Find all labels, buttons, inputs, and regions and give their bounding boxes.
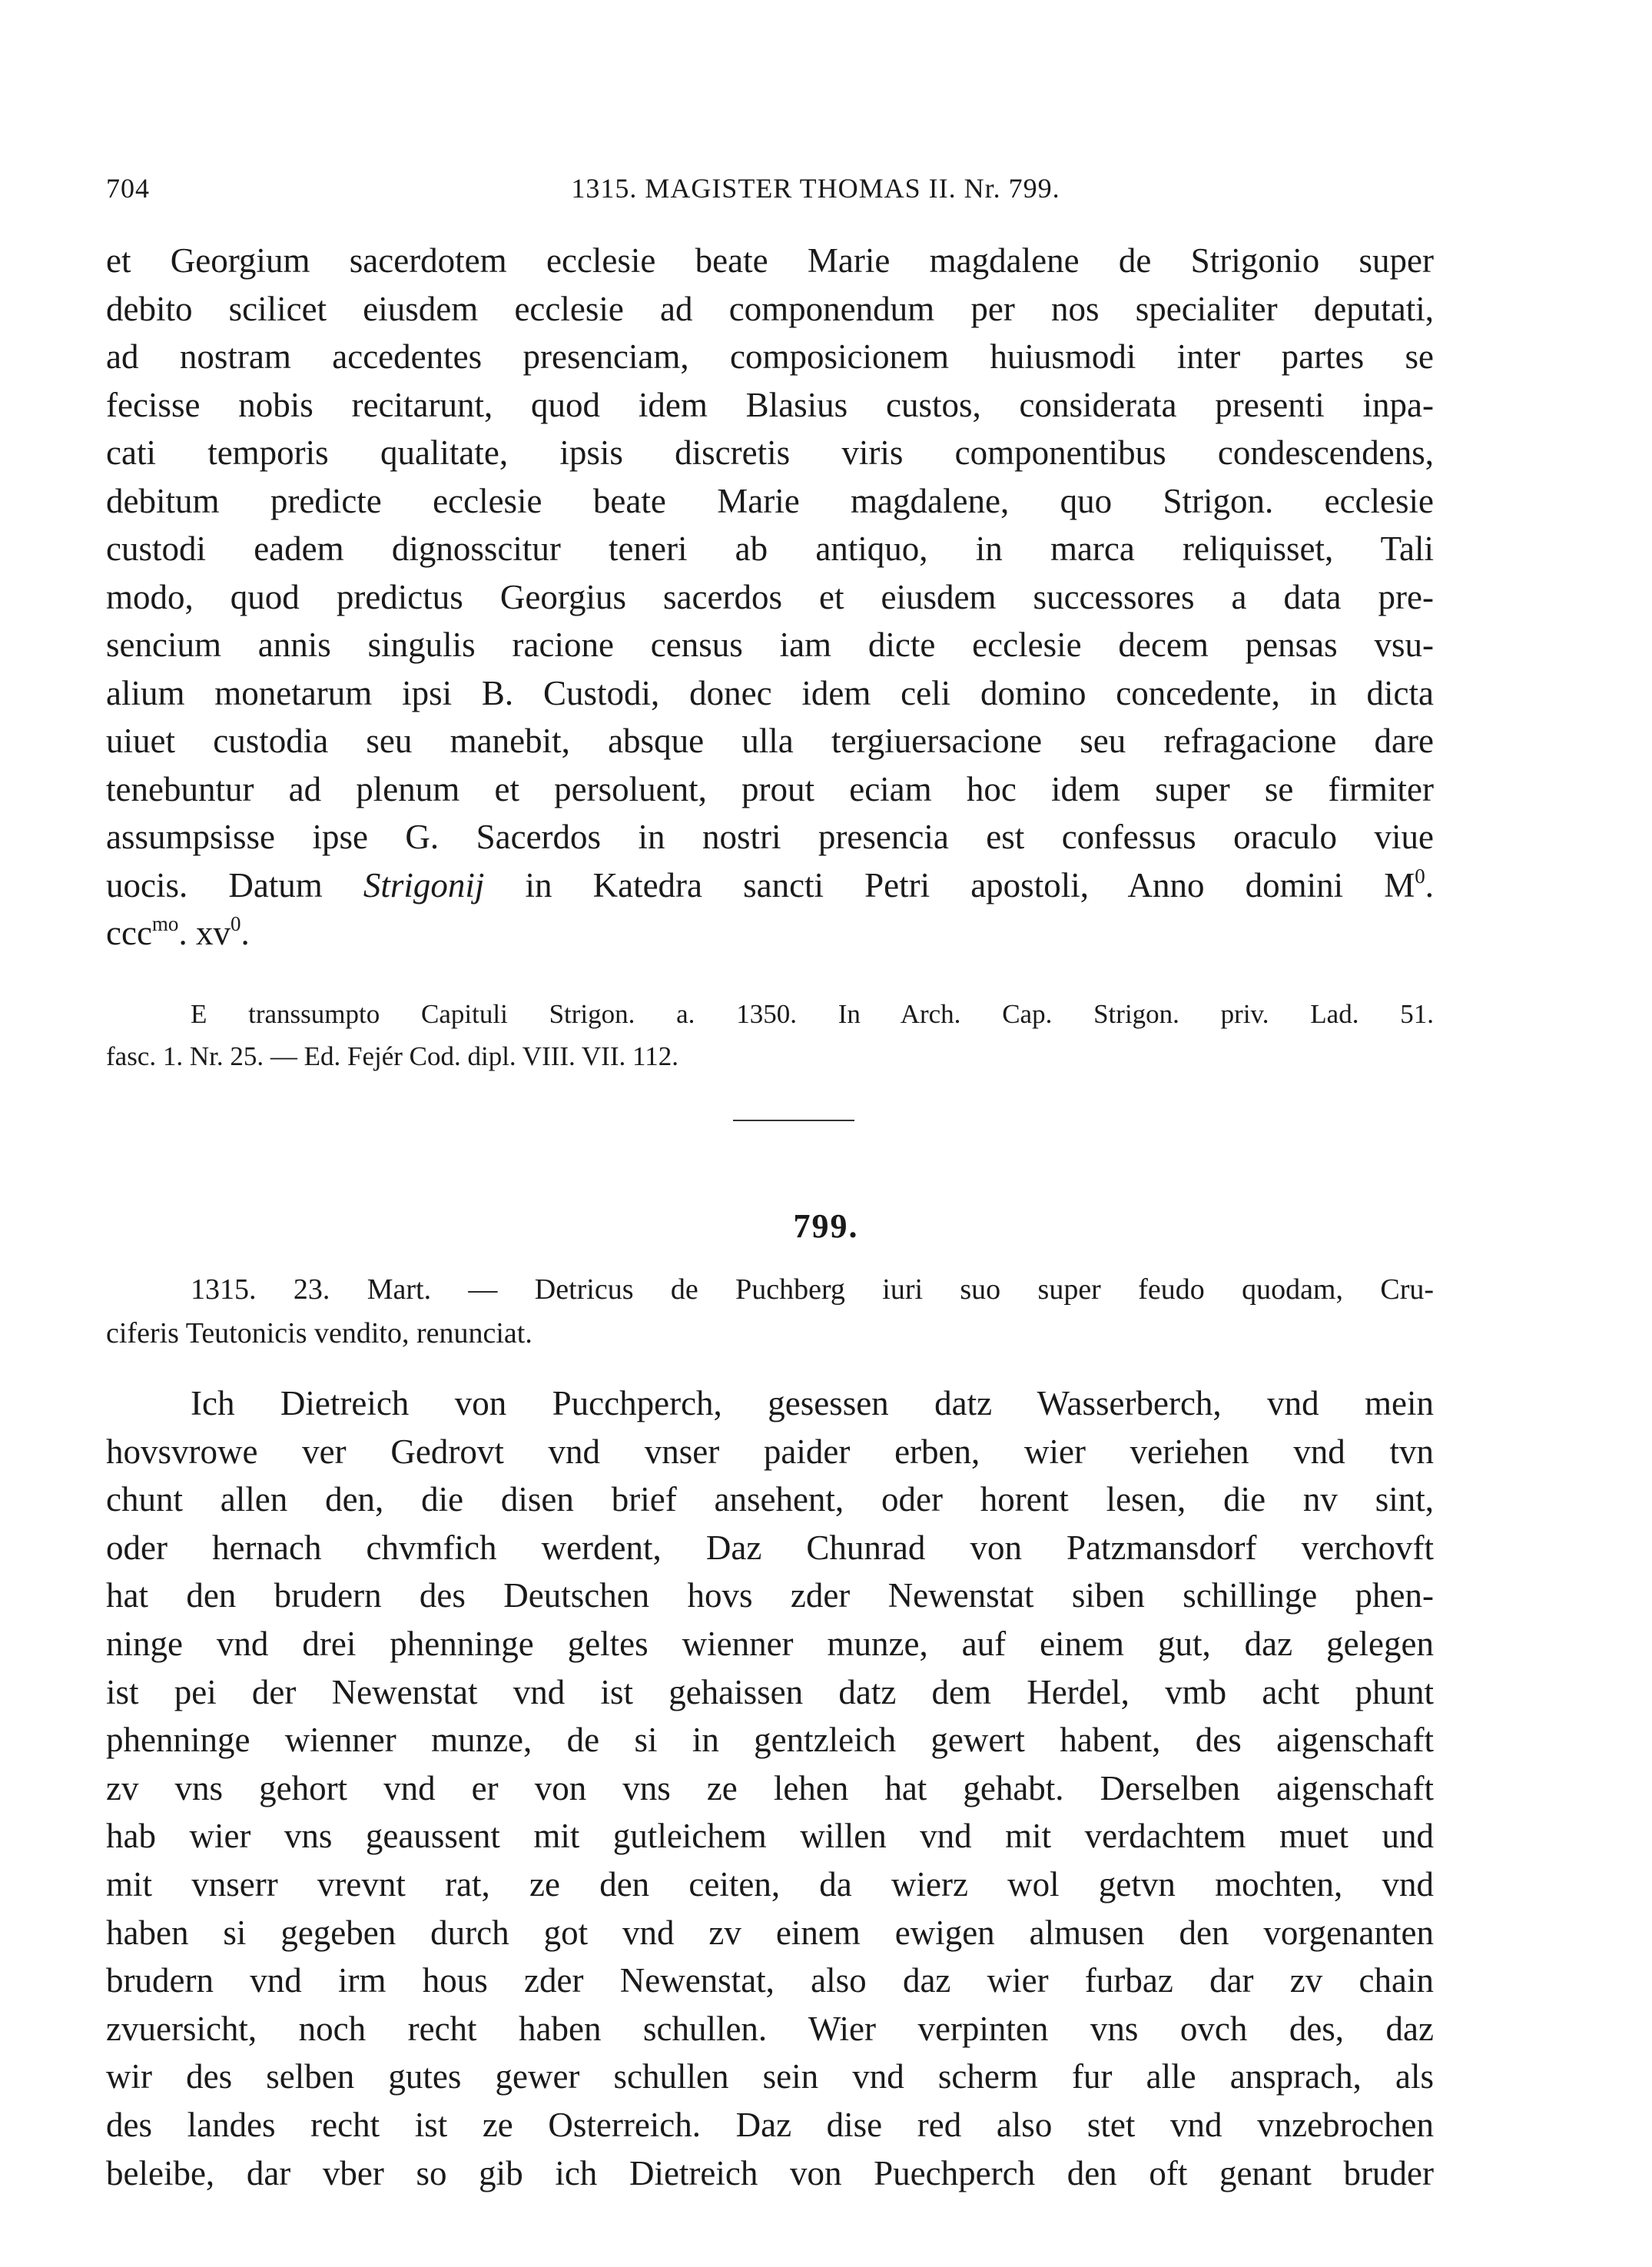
text-line-dating bbox=[106, 861, 1434, 910]
source-note bbox=[106, 993, 1434, 1077]
text-line: custodi eadem dignosscitur teneri ab antiquo, in marca reliquisset, Tali bbox=[106, 529, 1434, 568]
text-line: debitum predicte ecclesie beate Marie magdalene, quo Strigon. ecclesie bbox=[106, 481, 1434, 520]
text-line: fecisse nobis recitarunt, quod idem Blasius custos, considerata presenti inpa- bbox=[106, 385, 1434, 424]
text-line: des landes recht ist ze Osterreich. Daz dise red also stet vnd vnzebrochen bbox=[106, 2105, 1434, 2144]
text-fragment: . bbox=[1425, 865, 1434, 904]
text-line: sencium annis singulis racione census iam dicte ecclesie decem pensas vsu- bbox=[106, 626, 1434, 664]
text-fragment: uocis. Datum bbox=[106, 865, 363, 904]
text-line: hovsvrowe ver Gedrovt vnd vnser paider erben, wier veriehen vnd tvn bbox=[106, 1432, 1434, 1471]
running-head: 1315. MAGISTER THOMAS II. Nr. 799. bbox=[571, 173, 1060, 204]
page-header bbox=[106, 161, 1433, 207]
text-line: brudern vnd irm hous zder Newenstat, also daz wier furbaz dar zv chain bbox=[106, 1961, 1434, 2000]
text-line: assumpsisse ipse G. Sacerdos in nostri presencia est confessus oraculo viue bbox=[106, 818, 1434, 856]
section-divider bbox=[733, 1120, 854, 1121]
text-line: oder hernach chvmfich werdent, Daz Chunrad von Patzmansdorf verchovft bbox=[106, 1528, 1434, 1567]
source-note-line: fasc. 1. Nr. 25. — Ed. Fejér Cod. dipl. VIII. VII. 112. bbox=[106, 1041, 678, 1071]
text-line: cati temporis qualitate, ipsis discretis viris componentibus condescendens, bbox=[106, 433, 1434, 472]
text-line: haben si gegeben durch got vnd zv einem ewigen almusen den vorgenanten bbox=[106, 1913, 1434, 1952]
superscript: 0 bbox=[1415, 864, 1425, 888]
text-line: beleibe, dar vber so gib ich Dietreich von Puechperch den oft genant bruder bbox=[106, 2153, 1434, 2192]
page-number: 704 bbox=[106, 173, 150, 204]
regest-summary bbox=[106, 1268, 1434, 1356]
superscript: 0 bbox=[230, 912, 241, 935]
text-fragment: . xv bbox=[178, 914, 231, 952]
text-line: ist pei der Newenstat vnd ist gehaissen datz dem Herdel, vmb acht phunt bbox=[106, 1672, 1434, 1711]
text-line: Ich Dietreich von Pucchperch, gesessen datz Wasserberch, vnd mein bbox=[191, 1384, 1434, 1422]
text-line: wir des selben gutes gewer schullen sein vnd scherm fur alle ansprach, als bbox=[106, 2057, 1434, 2096]
place-name-italic: Strigonij bbox=[363, 865, 485, 904]
text-line: zv vns gehort vnd er von vns ze lehen hat gehabt. Derselben aigenschaft bbox=[106, 1768, 1434, 1807]
text-line: zvuersicht, noch recht haben schullen. Wier verpinten vns ovch des, daz bbox=[106, 2009, 1434, 2048]
text-line: phenninge wienner munze, de si in gentzleich gewert habent, des aigenschaft bbox=[106, 1721, 1434, 1760]
text-line: debito scilicet eiusdem ecclesie ad componendum per nos specialiter deputati, bbox=[106, 289, 1434, 328]
regest-line: ciferis Teutonicis vendito, renunciat. bbox=[106, 1317, 532, 1349]
text-line: alium monetarum ipsi B. Custodi, donec idem celi domino concedente, in dicta bbox=[106, 673, 1434, 712]
text-line: ad nostram accedentes presenciam, composicionem huiusmodi inter partes se bbox=[106, 337, 1434, 376]
text-line-year bbox=[106, 909, 1434, 958]
text-fragment: . bbox=[241, 914, 250, 952]
text-line: tenebuntur ad plenum et persoluent, prout eciam hoc idem super se firmiter bbox=[106, 769, 1434, 808]
text-fragment: in Katedra sancti Petri apostoli, Anno domini M bbox=[484, 865, 1415, 904]
text-fragment: ccc bbox=[106, 914, 152, 952]
source-note-line: E transsumpto Capituli Strigon. a. 1350. In Arch. Cap. Strigon. priv. Lad. 51. bbox=[191, 999, 1434, 1029]
german-charter-text bbox=[106, 1379, 1434, 2197]
text-line: ninge vnd drei phenninge geltes wienner munze, auf einem gut, daz gelegen bbox=[106, 1624, 1434, 1663]
regest-line: 1315. 23. Mart. — Detricus de Puchberg iuri suo super feudo quodam, Cru- bbox=[191, 1273, 1434, 1306]
text-line: chunt allen den, die disen brief ansehent, oder horent lesen, die nv sint, bbox=[106, 1480, 1434, 1519]
text-line: hat den brudern des Deutschen hovs zder Newenstat siben schillinge phen- bbox=[106, 1576, 1434, 1615]
latin-charter-text bbox=[106, 237, 1434, 958]
text-line: et Georgium sacerdotem ecclesie beate Marie magdalene de Strigonio super bbox=[106, 241, 1434, 280]
text-line: uiuet custodia seu manebit, absque ulla tergiuersacione seu refragacione dare bbox=[106, 722, 1434, 760]
superscript: mo bbox=[151, 912, 179, 935]
text-line: mit vnserr vrevnt rat, ze den ceiten, da wierz wol getvn mochten, vnd bbox=[106, 1864, 1434, 1904]
document-number: 799. bbox=[793, 1207, 859, 1245]
text-line: modo, quod predictus Georgius sacerdos et eiusdem successores a data pre- bbox=[106, 577, 1434, 616]
text-line: hab wier vns geaussent mit gutleichem willen vnd mit verdachtem muet und bbox=[106, 1817, 1434, 1856]
